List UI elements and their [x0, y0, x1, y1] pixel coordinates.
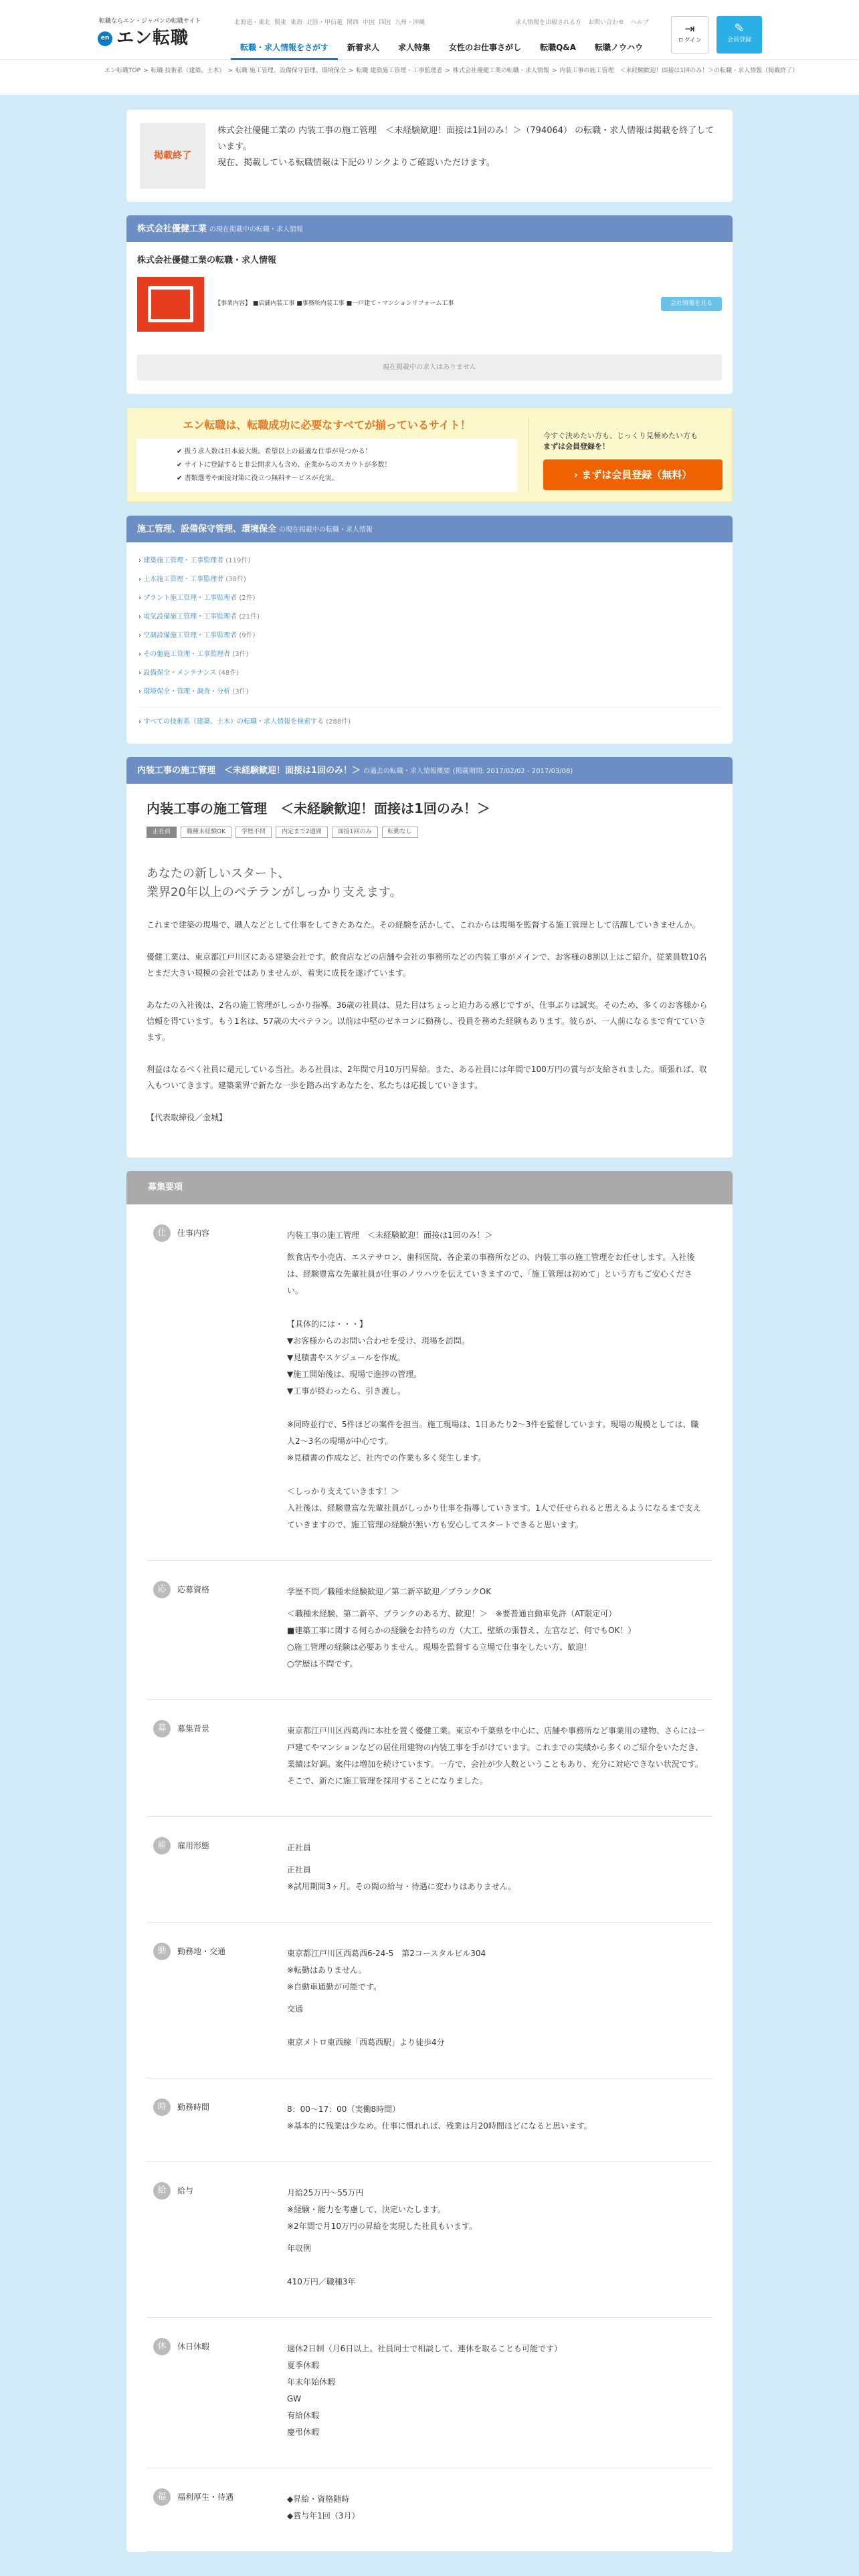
requirements-header: 募集要項	[126, 1171, 733, 1204]
req-label: 応 応募資格	[147, 1584, 287, 1673]
location-icon: 勤	[153, 1943, 171, 1960]
all-jobs-link[interactable]: すべての技術系（建築、土木）の転職・求人情報を検索する	[143, 718, 324, 726]
login-button[interactable]	[671, 16, 708, 53]
promo-banner	[126, 407, 733, 502]
job-paragraph: これまで建築の現場で、職人などとして仕事をしてきたあなた。その経験を活かして、これからは現場を監督する施工管理として活躍していきませんか。	[147, 920, 700, 930]
area-link[interactable]: 四国	[379, 19, 391, 26]
requirements-card	[126, 1171, 733, 2552]
breadcrumb-current: 内装工事の施工管理 ＜未経験歓迎！面接は1回のみ！＞の転職・求人情報（掲載終了）	[559, 68, 799, 74]
breadcrumb-item[interactable]: 転職 建築施工管理・工事監理者	[356, 68, 443, 74]
area-link[interactable]: 関東	[274, 19, 287, 26]
breadcrumb-item[interactable]: エン転職TOP	[104, 68, 141, 74]
company-title: 株式会社優健工業の転職・求人情報	[137, 255, 277, 265]
all-jobs-row: › すべての技術系（建築、土木）の転職・求人情報を検索する (288件)	[138, 707, 721, 732]
promo-right-text-2: まずは会員登録を！	[543, 442, 609, 451]
header-link[interactable]: 求人情報を出稿される方	[515, 19, 582, 26]
job-tag: 学歴不問	[235, 827, 272, 839]
job-paragraph: 利益はなるべく社員に還元している当社。ある社員は、2年間で月10万円昇給。また、ある社員には年間で100万円の賞与が支給されました。頑張れば、収入もついてきます。建築業界で新たな一歩を踏み出すあなたを、私たちは応援していきます。	[147, 1065, 707, 1090]
company-header-suffix: の現在掲載中の転職・求人情報	[209, 226, 303, 233]
ended-badge: 掲載終了	[140, 123, 205, 189]
site-logo[interactable]	[98, 25, 189, 51]
jobs-header	[126, 516, 733, 542]
job-catch	[147, 865, 712, 902]
check-icon: ✔	[177, 461, 185, 469]
company-info-button[interactable]: 会社情報を見る	[661, 297, 722, 312]
table-row	[147, 1923, 712, 2078]
list-item: › 環境保全・管理・調査・分析 (3件)	[138, 687, 249, 695]
promo-item: ✔ 扱う求人数は日本最大級。希望以上の最適な仕事が見つかる！	[177, 447, 372, 455]
table-row	[147, 1817, 712, 1923]
header-link[interactable]: ヘルプ	[631, 19, 650, 26]
nav-women[interactable]: 女性のお仕事さがし	[449, 43, 522, 52]
register-button[interactable]	[717, 16, 762, 53]
header-links	[515, 19, 649, 28]
promo-item: ✔ サイトに登録すると非公開求人も含め、企業からのスカウトが多数！	[177, 461, 391, 469]
background-icon: 募	[153, 1720, 171, 1737]
breadcrumb-item[interactable]: 株式会社優健工業の転職・求人情報	[452, 68, 549, 74]
list-item: › その他施工管理・工事監理者 (3件)	[138, 650, 249, 658]
req-label: 募 募集背景	[147, 1723, 287, 1790]
job-tag: 内定まで2週間	[276, 827, 328, 839]
logo-mark-icon: en	[98, 31, 112, 46]
job-category-link[interactable]: 土木施工管理・工事監理者	[143, 575, 224, 583]
job-catch-1: あなたの新しいスタート、	[147, 867, 290, 881]
login-icon: ⇥	[684, 22, 695, 36]
job-tag: 面接1回のみ	[332, 827, 378, 839]
list-item: › 設備保全・メンテナンス (48件)	[138, 669, 240, 677]
holiday-icon: 休	[153, 2338, 171, 2355]
req-value: 月給25万円〜55万円 ※経験・能力を考慮して、決定いたします。 ※2年間で月10万円の昇給を実現した社員もいます。 年収例 410万円／職種3年	[287, 2188, 478, 2286]
logo-text: エン転職	[116, 28, 189, 48]
job-tags	[147, 827, 712, 839]
job-paragraph: 優健工業は、東京都江戸川区にある建築会社です。飲食店などの店舗や会社の事務所などの内装工事がメインで、お客様の8割以上はご紹介。従業員数10名とまだ大きい規模の会社ではありませんが、着実に成長を遂げています。	[147, 952, 707, 978]
ended-notice	[126, 110, 733, 202]
job-category-link[interactable]: 環境保全・管理・調査・分析	[143, 687, 231, 695]
job-tag: 正社員	[147, 827, 177, 839]
benefits-icon: 福	[153, 2488, 171, 2506]
list-item: › 電気設備施工管理・工事監理者 (21件)	[138, 613, 260, 621]
job-category-link[interactable]: 空調設備施工管理・工事監理者	[143, 631, 237, 639]
promo-right-text-1: 今すぐ決めたい方も、じっくり見極めたい方も	[543, 431, 698, 440]
job-tag: 転勤なし	[382, 827, 418, 839]
job-category-link[interactable]: 設備保全・メンテナンス	[143, 669, 217, 677]
company-header-name: 株式会社優健工業	[137, 224, 207, 234]
req-value: 内装工事の施工管理 ＜未経験歓迎！面接は1回のみ！＞ 飲食店や小売店、エステサロン、歯科医院、各企業の事務所などの、内装工事の施工管理をお任せします。入社後は、経験豊富な先輩社員が仕事のノウハウを伝えていきますので、「施工管理は初めて」という方もご安心ください。 【具体的には・・・】 ▼お客様からのお問い合わせを受け、現場を訪問。 ▼見積書やスケジュールを作成。 ▼施工開始後は、現場で進捗の管理。 ▼工事が終わったら、引き渡し。 ※同時並行で、5件ほどの案件を担当。施工現場は、1日あたり2〜3件を監督しています。現場の規模としては、職人2〜3名の現場が中心です。 ※見積書の作成など、社内での作業も多く発生します。 ＜しっかり支えていきます！＞ 入社後は、経験豊富な先輩社員がしっかり仕事を指導していきます。1人で任せられると思えるようになるまで支えていきますので、施工管理の経験が無い方も安心してスタートできると思います。	[287, 1230, 701, 1529]
list-item: › プラント施工管理・工事監理者 (2件)	[138, 594, 256, 602]
clock-icon: 時	[153, 2099, 171, 2116]
table-row	[147, 2468, 712, 2552]
header-link[interactable]: お問い合わせ	[588, 19, 625, 26]
ended-text-1: 株式会社優健工業の 内装工事の施工管理 ＜未経験歓迎！面接は1回のみ！＞（794064） の転職・求人情報は掲載を終了しています。	[217, 126, 714, 152]
req-value: 正社員 正社員 ※試用期間3ヶ月。その間の給与・待遇に変わりはありません。	[287, 1843, 516, 1891]
area-link[interactable]: 関西	[347, 19, 359, 26]
area-link[interactable]: 中国	[363, 19, 375, 26]
past-job-card	[126, 757, 733, 1158]
site-header	[0, 0, 859, 60]
nav-qa[interactable]: 転職Q&A	[540, 43, 577, 52]
table-row	[147, 2162, 712, 2318]
job-content-icon: 仕	[153, 1224, 171, 1242]
req-value: 学歴不問／職種未経験歓迎／第二新卒歓迎／ブランクOK ＜職種未経験、第二新卒、ブランクのある方、歓迎！＞ ※要普通自動車免許（AT限定可） ■建築工事に関する何らかの経験をお持ちの方（大工、壁紙の張替え、左官など、何でもOK！） ○施工管理の経験は必要ありません。現場を監督する立場で仕事をしたい方、歓迎！ ○学歴は不問です。	[287, 1587, 636, 1669]
job-category-link[interactable]: 建築施工管理・工事監理者	[143, 556, 224, 564]
breadcrumb: エン転職TOP > 転職 技術系（建築、土木） > 転職 施工管理、設備保守管理、環境保全 > 転職 建築施工管理・工事監理者 > 株式会社優健工業の転職・求人情報 > 内装工事の施工管理 ＜未経験歓迎！面接は1回のみ！＞の転職・求人情報（掲載終了）	[0, 60, 859, 95]
table-row	[147, 1204, 712, 1561]
req-label: 仕 仕事内容	[147, 1227, 287, 1533]
req-label: 時 勤務時間	[147, 2101, 287, 2135]
jobs-header-name: 施工管理、設備保守管理、環境保全	[137, 524, 277, 534]
req-value: 8：00〜17：00（実働8時間） ※基本的に残業は少なめ。仕事に慣れれば、残業は月20時間ほどになると思います。	[287, 2105, 592, 2131]
no-jobs-bar: 現在掲載中の求人はありません	[137, 354, 722, 381]
job-title: 内装工事の施工管理 ＜未経験歓迎！面接は1回のみ！＞	[147, 800, 490, 817]
pencil-icon: ✎	[734, 21, 745, 35]
area-link[interactable]: 九州・沖縄	[395, 19, 425, 26]
breadcrumb-item[interactable]: 転職 技術系（建築、土木）	[151, 68, 225, 74]
req-label: 勤 勤務地・交通	[147, 1945, 287, 2051]
check-icon: ✔	[177, 447, 185, 455]
jobs-list	[126, 542, 733, 744]
company-header	[126, 215, 733, 242]
jobs-header-suffix: の現在掲載中の転職・求人情報	[278, 526, 373, 534]
promo-left	[136, 417, 529, 492]
area-link[interactable]: 東海	[290, 19, 303, 26]
past-job-header-name: 内装工事の施工管理 ＜未経験歓迎！面接は1回のみ！＞	[137, 765, 361, 776]
promo-right	[529, 417, 723, 492]
job-category-link[interactable]: プラント施工管理・工事監理者	[143, 594, 237, 602]
ended-text-2: 現在、掲載している転職情報は下記のリンクよりご確認いただけます。	[217, 158, 495, 168]
qualification-icon: 応	[153, 1581, 171, 1598]
past-job-header-suffix: の過去の転職・求人情報概要	[363, 767, 450, 775]
nav-knowhow[interactable]: 転職ノウハウ	[595, 43, 644, 52]
req-label: 休 休日休暇	[147, 2341, 287, 2441]
requirements-table	[126, 1204, 733, 2552]
job-paragraph: あなたの入社後は、2名の施工管理がしっかり指導。36歳の社員は、見た目はちょっと迫力ある感じですが、仕事ぶりは誠実。そのため、多くのお客様から信頼を得ています。もう1名は、57歳の大ベテラン。以前は中堅のゼネコンに勤務し、役員を務めた経験もあります。彼らが、一人前になるまで育てていきます。	[147, 1000, 708, 1042]
job-tag: 職種未経験OK	[181, 827, 231, 839]
promo-list	[136, 439, 517, 492]
company-body	[126, 242, 733, 344]
company-row	[137, 277, 722, 332]
promo-title: エン転職は、転職成功に必要なすべてが揃っているサイト！	[183, 418, 471, 431]
table-row	[147, 1700, 712, 1817]
company-desc: 【事業内容】 ■店舗内装工事 ■事務所内装工事 ■一戸建て・マンションリフォーム工事	[215, 300, 454, 307]
nav-job-search[interactable]: 転職・求人情報をさがす	[231, 39, 338, 60]
area-link[interactable]: 北海道・東北	[234, 19, 271, 26]
salary-icon: 給	[153, 2182, 171, 2199]
main-content	[126, 95, 733, 2552]
req-value: 週休2日制（月6日以上。社員同士で相談して、連休を取ることも可能です） 夏季休暇 年末年始休暇 GW 有給休暇 慶弔休暇	[287, 2344, 563, 2437]
promo-register-button[interactable]: › まずは会員登録（無料）	[543, 459, 723, 491]
req-value: 東京都江戸川区西葛西6-24-5 第2コースタルビル304 ※転勤はありません。 ※自動車通勤が可能です。 交通 東京メトロ東西線「西葛西駅」より徒歩4分	[287, 1949, 486, 2047]
breadcrumb-item[interactable]: 転職 施工管理、設備保守管理、環境保全	[235, 68, 346, 74]
list-item: › 土木施工管理・工事監理者 (38件)	[138, 575, 246, 583]
req-value: ◆昇給・資格随時 ◆賞与年1回（3月）	[287, 2494, 360, 2520]
table-row	[147, 2078, 712, 2162]
main-nav	[231, 39, 652, 60]
employment-icon: 雇	[153, 1837, 171, 1854]
nav-features[interactable]: 求人特集	[398, 43, 431, 52]
req-label: 給 給与	[147, 2185, 287, 2290]
nav-new-jobs[interactable]: 新着求人	[347, 43, 380, 52]
table-row	[147, 1561, 712, 1700]
area-links	[234, 19, 425, 28]
check-icon: ✔	[177, 474, 185, 482]
company-card	[126, 215, 733, 394]
past-job-header	[126, 757, 733, 784]
job-body	[126, 784, 733, 1158]
login-label: ログイン	[678, 37, 702, 44]
site-tagline: 転職ならエン・ジャパンの転職サイト	[99, 18, 201, 25]
past-job-period: (掲載期間: 2017/02/02 - 2017/03/08)	[452, 767, 573, 775]
list-item: › 建築施工管理・工事監理者 (119件)	[138, 556, 251, 564]
req-value: 東京都江戸川区西葛西に本社を置く優健工業。東京や千葉県を中心に、店舗や事務所など事業用の建物、さらには一戸建てやマンションなどの居住用建物の内装工事を手がけています。これまでの実績から多くのご紹介をいただき、業績は好調。案件は増加を続けています。一方で、会社が少人数ということもあり、充分に対応できない状況です。そこで、新たに施工管理を採用することになりました。	[287, 1726, 705, 1786]
req-label: 福 福利厚生・待遇	[147, 2491, 287, 2525]
promo-item: ✔ 書類選考や面接対策に役立つ無料サービスが充実。	[177, 474, 339, 482]
req-label: 雇 雇用形態	[147, 1840, 287, 1895]
job-category-link[interactable]: 電気設備施工管理・工事監理者	[143, 613, 237, 621]
company-logo	[137, 277, 204, 332]
job-catch-2: 業界20年以上のベテランがしっかり支えます。	[147, 885, 402, 899]
job-category-link[interactable]: その他施工管理・工事監理者	[143, 650, 231, 658]
area-link[interactable]: 北陸・甲信越	[306, 19, 343, 26]
table-row	[147, 2318, 712, 2468]
job-signature: 【代表取締役／金城】	[147, 1113, 227, 1122]
ended-text	[217, 123, 719, 189]
list-item: › 空調設備施工管理・工事監理者 (9件)	[138, 631, 256, 639]
register-label: 会員登録	[727, 37, 751, 43]
jobs-card	[126, 516, 733, 744]
